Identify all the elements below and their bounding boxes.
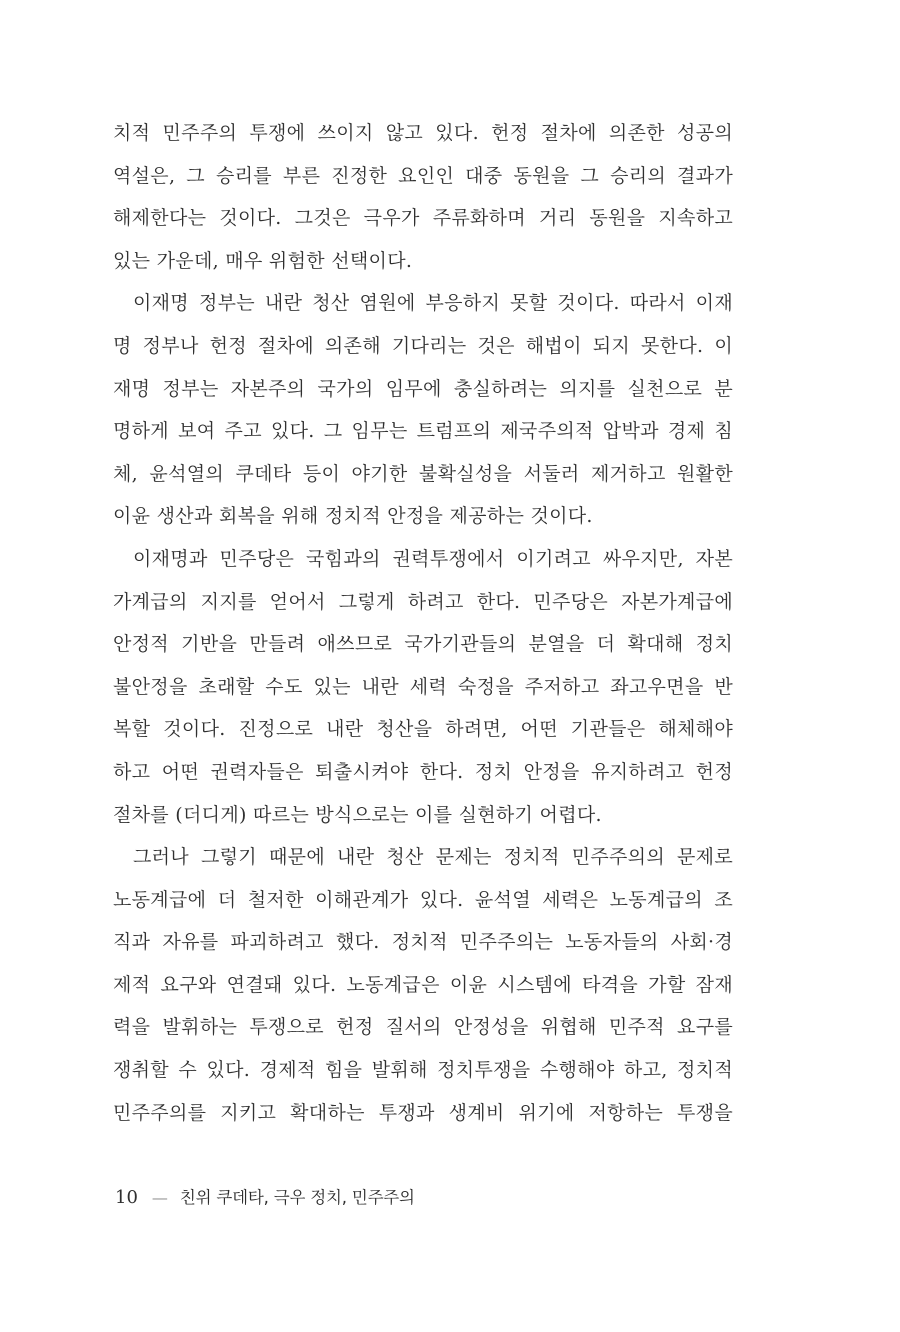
book-title: 친위 쿠데타, 극우 정치, 민주주의: [179, 1188, 415, 1207]
text-line: 직과 자유를 파괴하려고 했다. 정치적 민주주의는 노동자들의 사회·경: [113, 931, 733, 954]
body-text: [113, 112, 733, 1134]
text-line: 그러나 그렇기 때문에 내란 청산 문제는 정치적 민주주의의 문제로: [133, 846, 733, 869]
text-line: 이재명과 민주당은 국힘과의 권력투쟁에서 이기려고 싸우지만, 자본: [133, 547, 733, 570]
text-line: 있는 가운데, 매우 위험한 선택이다.: [113, 249, 413, 272]
page-number: 10: [115, 1187, 138, 1208]
text-line: 치적 민주주의 투쟁에 쓰이지 않고 있다. 헌정 절차에 의존한 성공의: [113, 122, 733, 144]
text-line: 이재명 정부는 내란 청산 염원에 부응하지 못할 것이다. 따라서 이재: [133, 292, 733, 315]
text-line: 명하게 보여 주고 있다. 그 임무는 트럼프의 제국주의적 압박과 경제 침: [113, 420, 733, 443]
text-line: 노동계급에 더 철저한 이해관계가 있다. 윤석열 세력은 노동계급의 조: [113, 888, 733, 911]
text-line: 명 정부나 헌정 절차에 의존해 기다리는 것은 해법이 되지 못한다. 이: [113, 334, 733, 357]
text-line: 재명 정부는 자본주의 국가의 임무에 충실하려는 의지를 실천으로 분: [113, 377, 733, 400]
text-line: 이윤 생산과 회복을 위해 정치적 안정을 제공하는 것이다.: [113, 505, 593, 528]
text-line: 쟁취할 수 있다. 경제적 힘을 발휘해 정치투쟁을 수행해야 하고, 정치적: [113, 1059, 733, 1082]
text-line: 력을 발휘하는 투쟁으로 헌정 질서의 안정성을 위협해 민주적 요구를: [113, 1016, 733, 1039]
text-line: 복할 것이다. 진정으로 내란 청산을 하려면, 어떤 기관들은 해체해야: [113, 718, 733, 741]
text-line: 가계급의 지지를 얻어서 그렇게 하려고 한다. 민주당은 자본가계급에: [113, 590, 733, 613]
text-line: 불안정을 초래할 수도 있는 내란 세력 숙정을 주저하고 좌고우면을 반: [113, 675, 733, 698]
text-line: 역설은, 그 승리를 부른 진정한 요인인 대중 동원을 그 승리의 결과가: [113, 164, 733, 187]
text-line: 민주주의를 지키고 확대하는 투쟁과 생계비 위기에 저항하는 투쟁을: [113, 1101, 733, 1124]
text-line: 해제한다는 것이다. 그것은 극우가 주류화하며 거리 동원을 지속하고: [113, 207, 733, 230]
page-footer: [115, 1184, 415, 1208]
footer-separator-dash: —: [151, 1188, 168, 1207]
text-line: 체, 윤석열의 쿠데타 등이 야기한 불확실성을 서둘러 제거하고 원활한: [113, 462, 733, 485]
text-line: 절차를 (더디게) 따르는 방식으로는 이를 실현하기 어렵다.: [113, 803, 602, 826]
text-line: 하고 어떤 권력자들은 퇴출시켜야 한다. 정치 안정을 유지하려고 헌정: [113, 760, 733, 783]
text-line: 제적 요구와 연결돼 있다. 노동계급은 이윤 시스템에 타격을 가할 잠재: [113, 973, 733, 996]
text-line: 안정적 기반을 만들려 애쓰므로 국가기관들의 분열을 더 확대해 정치: [113, 633, 733, 656]
